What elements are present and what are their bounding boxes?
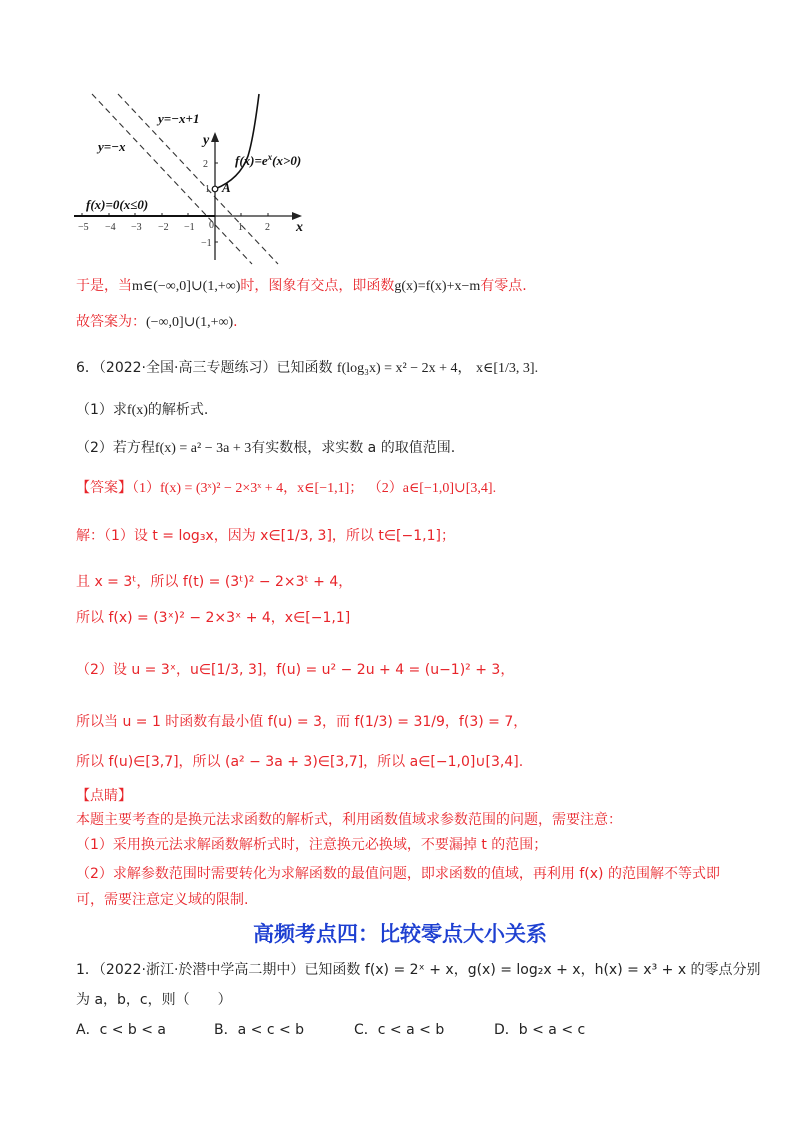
- tick-y: 1: [205, 184, 210, 195]
- p6-solution-6: 所以 f(u)∈[3,7]，所以 (a² − 3a + 3)∈[3,7]，所以 a∈[−1,0]∪[3,4].: [76, 754, 524, 770]
- option-a[interactable]: A．c < b < a: [76, 1022, 167, 1038]
- p6-question-1: （1）求f(x)的解析式.: [76, 402, 209, 418]
- point-a: [212, 186, 218, 192]
- y-axis-arrow: [211, 132, 219, 142]
- p6-stem: 6．（2022·全国·高三专题练习）已知函数 f(log₃x) = x² − 2x + 4， x∈[1/3, 3].: [76, 360, 539, 376]
- tick-x: 2: [265, 222, 270, 233]
- p6-tip-tag: 【点睛】: [76, 788, 132, 804]
- p6-solution-3: 所以 f(x) = (3ˣ)² − 2×3ˣ + 4，x∈[−1,1]: [76, 610, 351, 626]
- tick-x: −2: [158, 222, 169, 233]
- p6-solution-2: 且 x = 3ᵗ，所以 f(t) = (3ᵗ)² − 2×3ᵗ + 4，: [76, 574, 353, 590]
- q1-options: [76, 1020, 585, 1040]
- x-tick-labels: [78, 220, 270, 233]
- label-line-y-neg-x-plus-1: y=−x+1: [158, 111, 200, 126]
- label-f-positive: $f(x)=e^x(x>0)$: [235, 152, 302, 168]
- p6-tip-2: （1）采用换元法求解函数解析式时，注意换元必换域，不要漏掉 t 的范围；: [76, 837, 548, 853]
- y-tick-labels: [201, 159, 212, 249]
- option-b[interactable]: B．a < c < b: [214, 1022, 305, 1038]
- function-graph-figure: [70, 88, 320, 268]
- tick-x: −3: [131, 222, 142, 233]
- label-point-a: A: [222, 180, 231, 195]
- p5-conclusion: 于是，当m∈(−∞,0]∪(1,+∞)时，图象有交点，即函数g(x)=f(x)+x−m有零点.: [76, 278, 527, 294]
- exp-curve: [215, 94, 259, 189]
- label-f-zero: f(x)=0(x≤0): [86, 197, 149, 212]
- p6-solution-5: 所以当 u = 1 时函数有最小值 f(u) = 3，而 f(1/3) = 31/9，f(3) = 7，: [76, 714, 528, 730]
- tick-x: −1: [184, 222, 195, 233]
- p6-question-2: （2）若方程f(x) = a² − 3a + 3有实数根，求实数 a 的取值范围.: [76, 440, 456, 456]
- q1-stem-1: 1．（2022·浙江·於潜中学高二期中）已知函数 f(x) = 2ˣ + x，g(x) = log₂x + x，h(x) = x³ + x 的零点分别: [76, 962, 761, 978]
- label-x-axis: x: [296, 220, 303, 235]
- tick-y: 2: [203, 159, 208, 170]
- tick-x: 1: [238, 222, 243, 233]
- tick-x: 0: [209, 220, 214, 231]
- p6-tip-3: （2）求解参数范围时需要转化为求解函数的最值问题，即求函数的值域，再利用 f(x) 的范围解不等式即: [76, 866, 720, 882]
- q1-stem-2: 为 a，b，c，则（ ）: [76, 992, 232, 1008]
- p6-solution-4: （2）设 u = 3ˣ，u∈[1/3, 3]，f(u) = u² − 2u + 4 = (u−1)² + 3，: [76, 662, 515, 678]
- option-d[interactable]: D．b < a < c: [494, 1022, 586, 1038]
- tick-x: −5: [78, 222, 89, 233]
- p6-solution-1: 解：（1）设 t = log₃x，因为 x∈[1/3, 3]，所以 t∈[−1,1]；: [76, 528, 455, 544]
- tick-y: −1: [201, 238, 212, 249]
- tick-x: −4: [105, 222, 116, 233]
- p6-tip-4: 可，需要注意定义域的限制.: [76, 892, 249, 908]
- p6-tip-1: 本题主要考查的是换元法求函数的解析式，利用函数值域求参数范围的问题，需要注意：: [76, 812, 622, 828]
- label-line-y-neg-x: y=−x: [98, 139, 126, 154]
- label-y-axis: y: [203, 133, 210, 148]
- p5-answer: 故答案为：(−∞,0]∪(1,+∞).: [76, 314, 238, 330]
- p6-answer: 【答案】（1）f(x) = (3ˣ)² − 2×3ˣ + 4，x∈[−1,1]； （2）a∈[−1,0]∪[3,4].: [76, 480, 497, 496]
- section-title: 高频考点四：比较零点大小关系: [253, 922, 547, 946]
- option-c[interactable]: C．c < a < b: [354, 1022, 445, 1038]
